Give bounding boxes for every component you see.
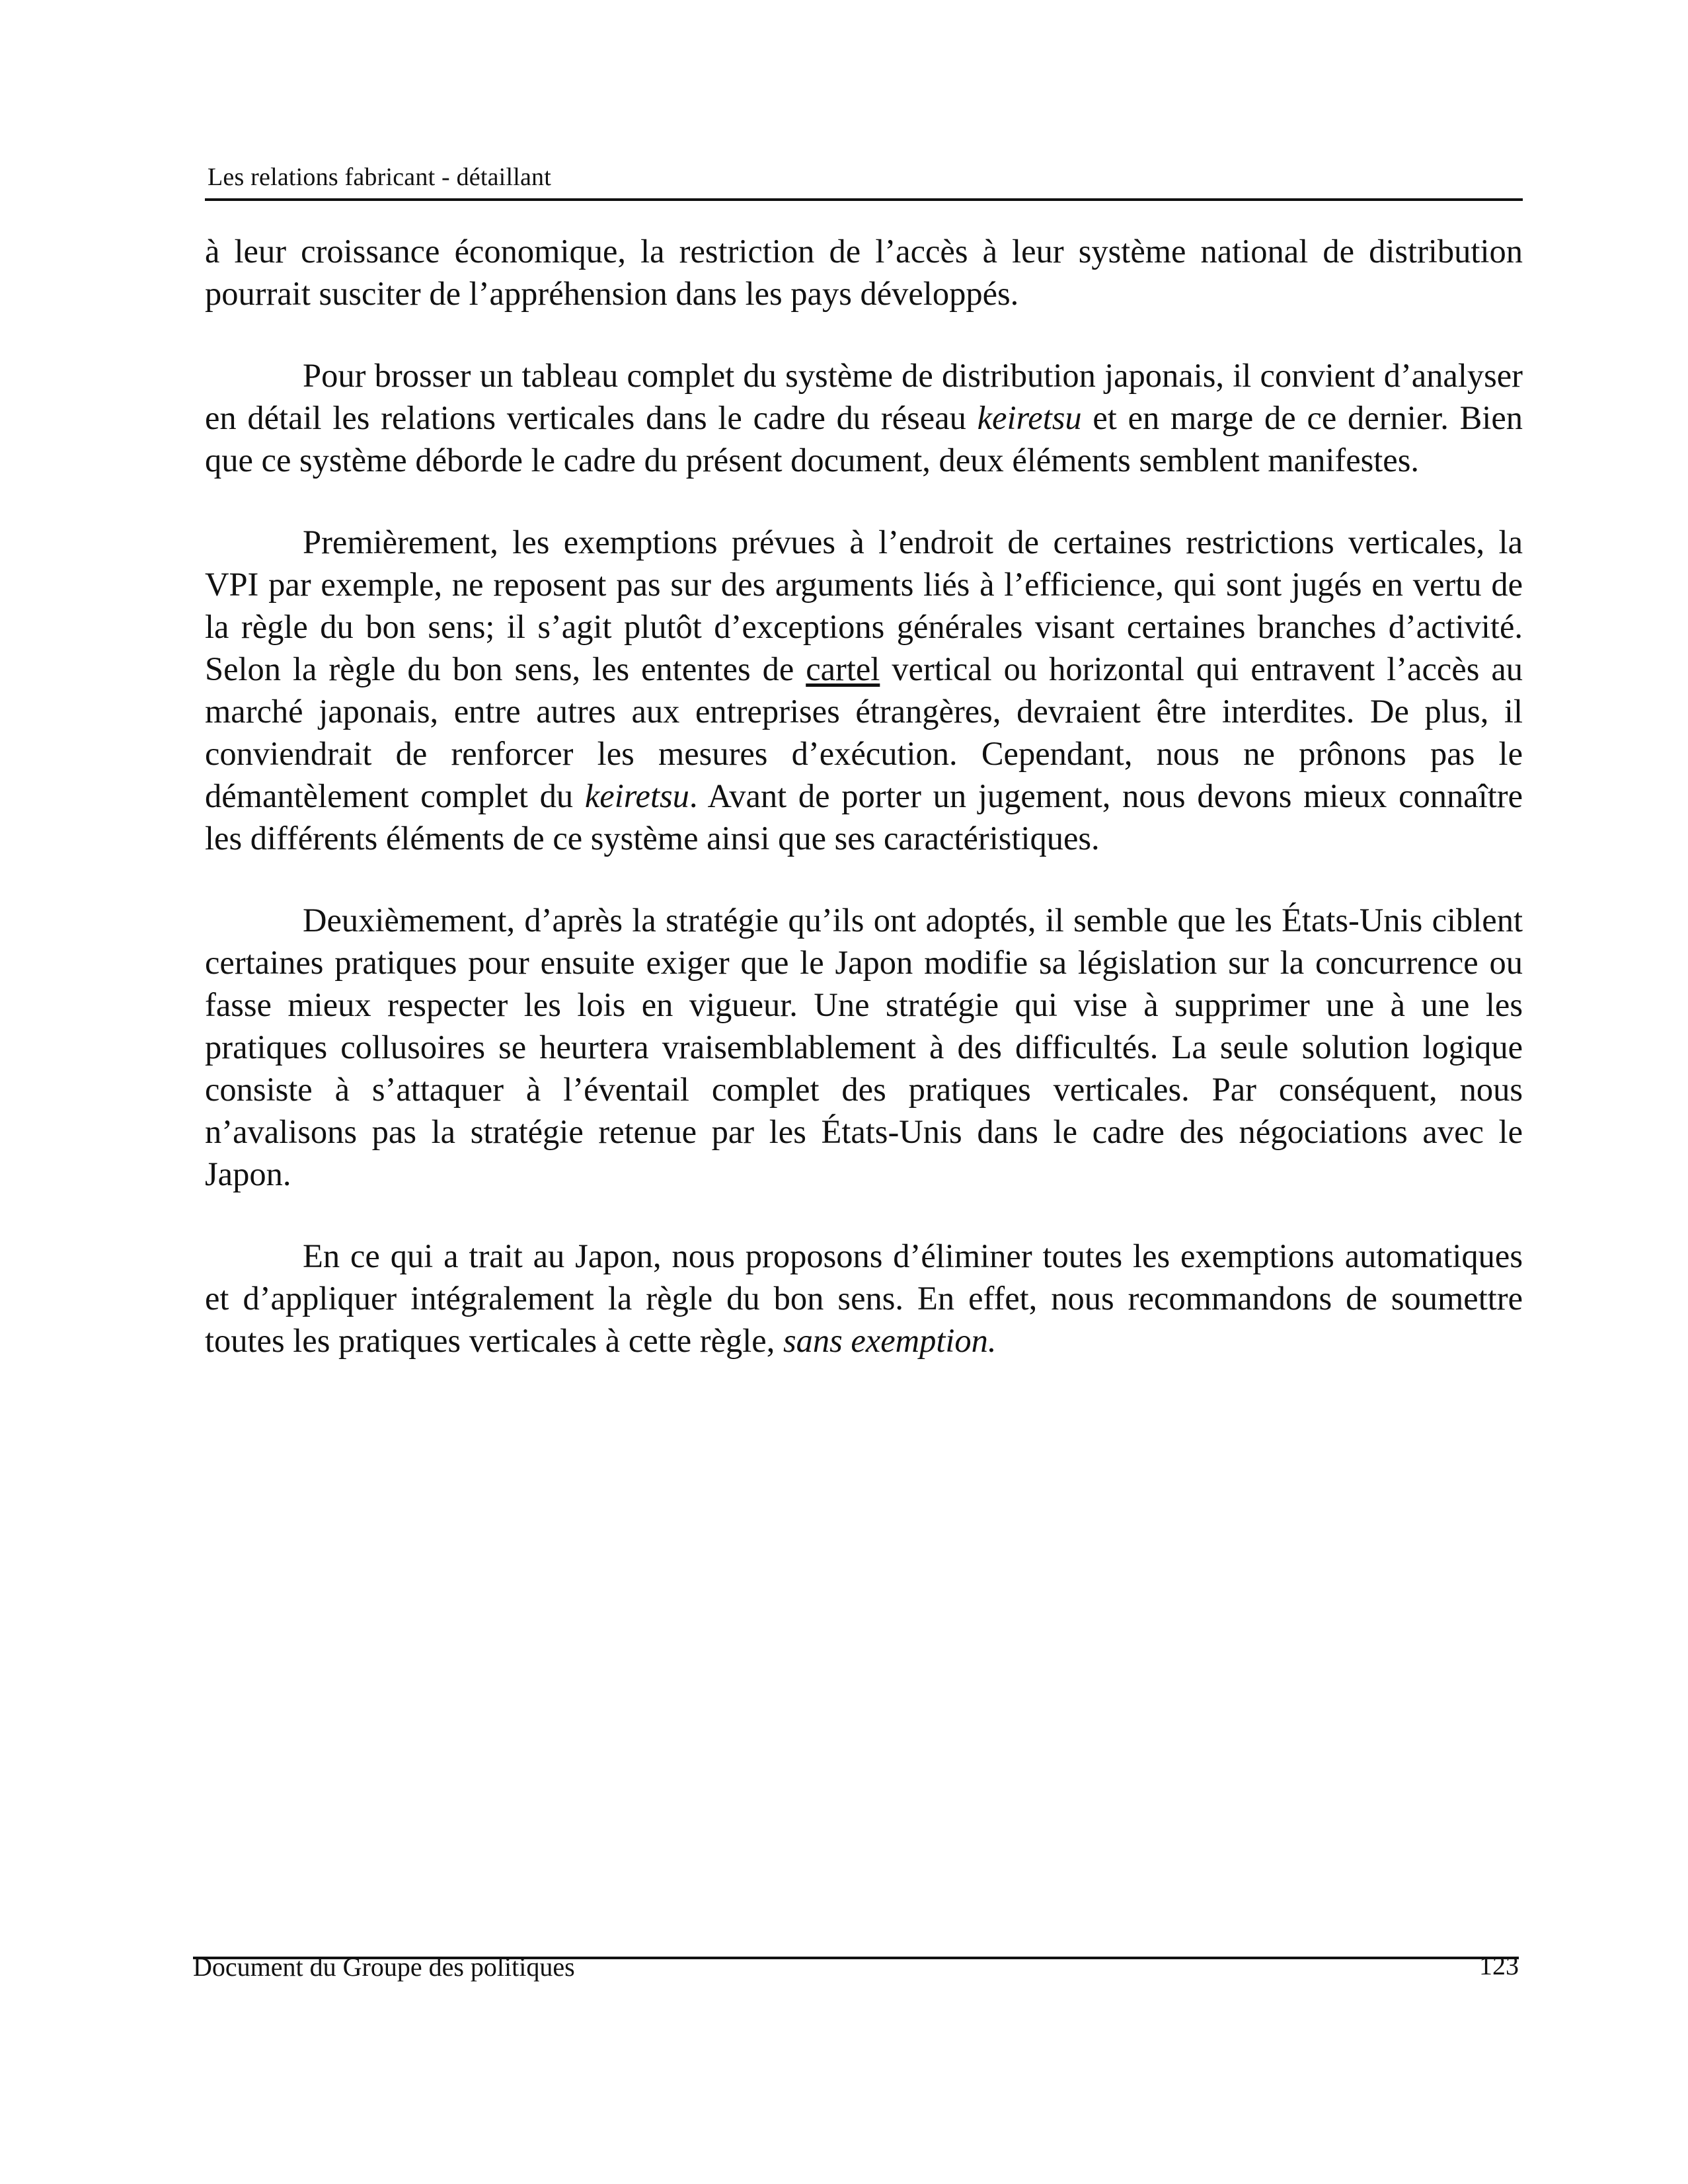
- header-divider: [205, 198, 1523, 201]
- cartel-term: cartel: [806, 650, 880, 687]
- paragraph-2-text-b: et en marge de ce dernier. Bien que ce système déborde le cadre du présent document, deux éléments semblent manifestes.: [205, 399, 1523, 479]
- paragraph-3-text-c: . Avant de porter un jugement, nous devons mieux connaître les différents éléments de ce système ainsi que ses caractéristiques.: [205, 777, 1523, 857]
- body-text: [205, 230, 1523, 1401]
- sans-exemption-term: sans exemption.: [783, 1322, 997, 1359]
- paragraph-5-text: En ce qui a trait au Japon, nous proposons d’éliminer toutes les exemptions automatiques et d’appliquer intégralement la règle du bon sens. En effet, nous recommandons de soumettre toutes les pratiques verticales à cette règle,: [205, 1237, 1523, 1359]
- keiretsu-term: keiretsu: [977, 399, 1082, 436]
- footer-publication: Document du Groupe des politiques: [193, 1952, 575, 1982]
- paragraph-2: [205, 354, 1523, 481]
- page-number: 123: [1479, 1951, 1519, 1980]
- paragraph-3-text-a: Premièrement, les exemptions prévues à l’endroit de certaines restrictions verticales, la VPI par exemple, ne reposent pas sur des arguments liés à l’efficience, qui sont jugés en vertu de la règle du bon sens; il s’agit plutôt d’exceptions générales visant certaines branches d’activité. Selon la règle du bon sens, les ententes de: [205, 524, 1523, 687]
- paragraph-3: [205, 521, 1523, 859]
- paragraph-2-text-a: Pour brosser un tableau complet du système de distribution japonais, il convient d’analyser en détail les relations verticales dans le cadre du réseau: [205, 357, 1523, 436]
- paragraph-3-text-b: vertical ou horizontal qui entravent l’accès au marché japonais, entre autres aux entreprises étrangères, devraient être interdites. De plus, il conviendrait de renforcer les mesures d’exécution. Cependant, nous ne prônons pas le démantèlement complet du: [205, 650, 1523, 814]
- paragraph-4: [205, 899, 1523, 1195]
- paragraph-4-text: Deuxièmement, d’après la stratégie qu’ils ont adoptés, il semble que les États-Unis ciblent certaines pratiques pour ensuite exiger que le Japon modifie sa législation sur la concurrence ou fasse mieux respecter les lois en vigueur. Une stratégie qui vise à supprimer une à une les pratiques collusoires se heurtera vraisemblablement à des difficultés. La seule solution logique consiste à s’attaquer à l’éventail complet des pratiques verticales. Par conséquent, nous n’avalisons pas la stratégie retenue par les États-Unis dans le cadre des négociations avec le Japon.: [205, 902, 1523, 1192]
- paragraph-1-text: à leur croissance économique, la restriction de l’accès à leur système national de distribution pourrait susciter de l’appréhension dans les pays développés.: [205, 233, 1523, 312]
- running-header: Les relations fabricant - détaillant: [208, 163, 551, 191]
- keiretsu-term: keiretsu: [584, 777, 689, 814]
- paragraph-5: [205, 1235, 1523, 1362]
- paragraph-1: [205, 230, 1523, 315]
